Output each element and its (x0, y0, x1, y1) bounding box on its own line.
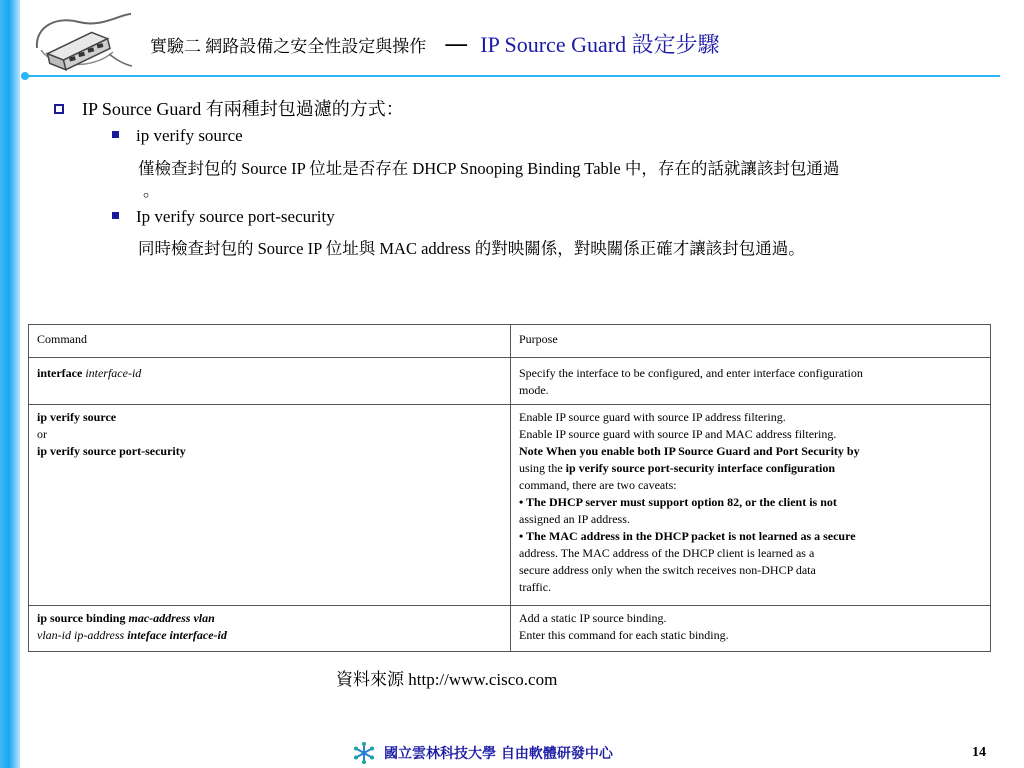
command-argument: vlan-id ip-address (37, 628, 125, 642)
purpose-caveat: • The DHCP server must support option 82, or the client is not (519, 495, 837, 509)
footer-org: 國立雲林科技大學 自由軟體研發中心 (384, 746, 613, 762)
hollow-square-bullet-icon (54, 104, 64, 114)
purpose-cell (511, 358, 991, 405)
bullet-item-2-label: Ip verify source port-security (136, 207, 335, 226)
purpose-note: Note When you enable both IP Source Guard and Port Security by (519, 444, 860, 458)
table-row (29, 606, 991, 652)
command-argument: inteface interface-id (127, 628, 227, 642)
bullet-item-2-desc: 同時檢查封包的 Source IP 位址與 MAC address 的對映關係，對映關係正確才讓該封包通過。 (138, 239, 805, 258)
left-accent-bar (0, 0, 20, 768)
command-cell (29, 358, 511, 405)
title-dash: — (444, 30, 469, 58)
header-divider (26, 75, 1000, 77)
command-argument: interface-id (85, 366, 142, 380)
purpose-line: Enter this command for each static binding. (519, 628, 729, 642)
table-header-row (29, 325, 991, 358)
bullet-item-1 (112, 126, 243, 146)
square-bullet-icon (112, 131, 119, 138)
title-main: IP Source Guard 設定步驟 (480, 32, 720, 57)
purpose-line: mode. (519, 383, 549, 397)
square-bullet-icon (112, 212, 119, 219)
command-argument: mac-address vlan (128, 611, 215, 625)
bullet-item-1-desc-cont: 。 (143, 181, 160, 200)
bullet-item-1-desc: 僅檢查封包的 Source IP 位址是否存在 DHCP Snooping Binding Table 中，存在的話就讓該封包通過 (138, 159, 840, 178)
intro-text: IP Source Guard 有兩種封包過濾的方式： (82, 99, 404, 119)
bullet-item-2 (112, 207, 335, 227)
purpose-line: Add a static IP source binding. (519, 611, 667, 625)
table-row (29, 405, 991, 606)
header-command: Command (29, 325, 511, 358)
purpose-line: address. The MAC address of the DHCP client is learned as a (519, 546, 815, 560)
slide-title (150, 28, 720, 62)
page-number: 14 (972, 745, 986, 760)
table-row (29, 358, 991, 405)
intro-bullet (54, 95, 404, 121)
purpose-line: Enable IP source guard with source IP address filtering. (519, 410, 786, 424)
bullet-item-1-label: ip verify source (136, 126, 243, 145)
purpose-line: Enable IP source guard with source IP and MAC address filtering. (519, 427, 837, 441)
network-switch-logo-icon (33, 8, 133, 76)
purpose-line: command, there are two caveats: (519, 478, 677, 492)
command-keyword: interface (37, 366, 83, 380)
command-or: or (37, 427, 47, 441)
purpose-line: using the (519, 461, 563, 475)
command-cell (29, 606, 511, 652)
purpose-cell (511, 405, 991, 606)
purpose-command: ip verify source port-security interface configuration (565, 461, 836, 475)
header-divider-dot (21, 72, 29, 80)
command-keyword: ip source binding (37, 611, 126, 625)
snowflake-icon (352, 741, 376, 765)
command-cell (29, 405, 511, 606)
command-keyword: ip verify source port-security (37, 444, 186, 458)
source-citation: 資料來源 http://www.cisco.com (336, 670, 558, 689)
purpose-line: traffic. (519, 580, 552, 594)
title-prefix: 實驗二 網路設備之安全性設定與操作 (150, 37, 427, 56)
command-table (28, 324, 991, 652)
command-keyword: ip verify source (37, 410, 117, 424)
header-purpose: Purpose (511, 325, 991, 358)
footer (352, 741, 613, 765)
purpose-line: assigned an IP address. (519, 512, 630, 526)
purpose-cell (511, 606, 991, 652)
purpose-line: secure address only when the switch receives non-DHCP data (519, 563, 816, 577)
purpose-caveat: • The MAC address in the DHCP packet is not learned as a secure (519, 529, 856, 543)
purpose-line: Specify the interface to be configured, and enter interface configuration (519, 366, 863, 380)
